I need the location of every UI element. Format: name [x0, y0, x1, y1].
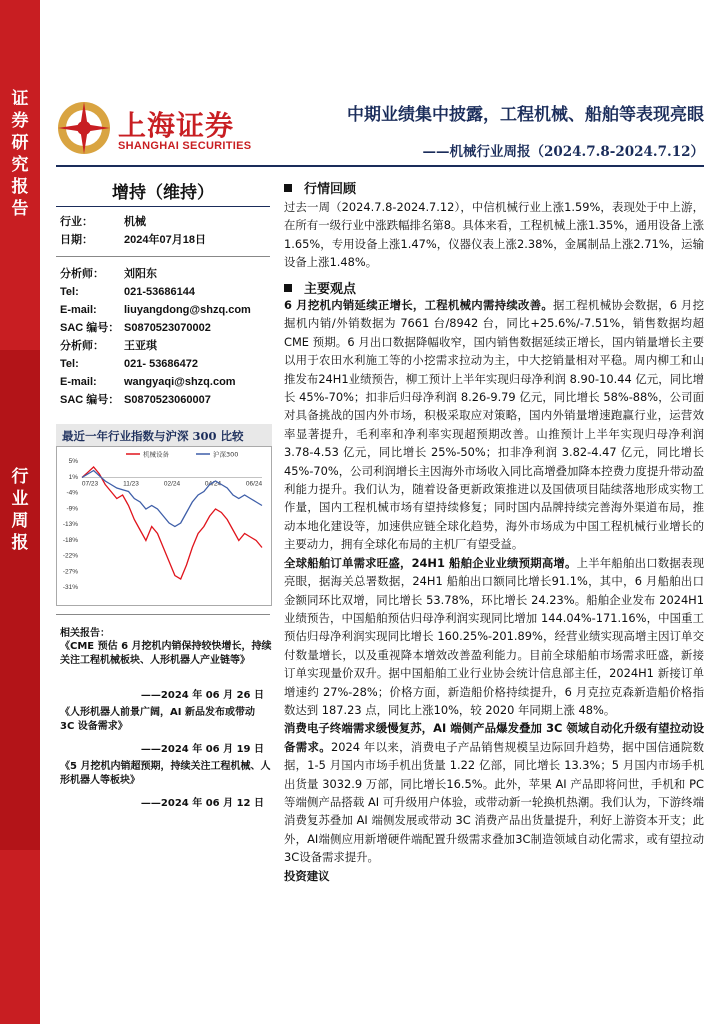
- logo-name-cn: 上海证券: [118, 109, 235, 142]
- related-divider: [56, 614, 270, 615]
- paragraph-body: 2024 年以来，消费电子产品销售规模呈边际回升趋势，据中国信通院数据，1-5 月国内市场手机出货量 1.22 亿部，同比增长 13.3%；5 月国内市场手机出货量 3032.9 万部，同比增长16.5%。此外，苹果 AI 产品即将问世，手机和 PC 等端侧产品搭载 AI 可升级用户体验，或带动新一轮换机热潮。我们认为，下游终端消费复苏叠加 AI 端侧发展或带动 3C 消费产品出货量提升，利好上游资本开支；此外，AI端侧应用新增硬件端配置升级需求叠加3C制造领域自动化需求，或有望拉动3C设备需求提升。: [284, 739, 704, 865]
- analyst-name: 王亚琪: [124, 340, 157, 352]
- related-report-1-date: ——2024 年 06 月 26 日: [140, 690, 264, 701]
- y-tick-label: -31%: [62, 584, 78, 591]
- paragraph-excavator: [284, 296, 704, 554]
- paragraph-investment-advice: [284, 867, 704, 885]
- y-tick-label: -4%: [66, 489, 78, 497]
- tel-label: Tel:: [60, 286, 79, 298]
- paragraph-lead: 全球船舶订单需求旺盛，24H1 船舶企业业绩预期高增。: [284, 555, 577, 570]
- analyst-1-row: [60, 266, 157, 282]
- paragraph-lead: 投资建议: [284, 868, 330, 883]
- email-label: E-mail:: [60, 304, 97, 316]
- x-tick-label: 02/24: [163, 480, 181, 488]
- date-label: 日期：: [60, 234, 93, 246]
- tel-value: 021-53686144: [124, 286, 195, 298]
- x-tick-label: 11/23: [123, 480, 139, 488]
- rating: 增持（维持）: [112, 183, 214, 203]
- report-title: 中期业绩集中披露，工程机械、船舶等表现亮眼: [347, 105, 704, 125]
- industry-value: 机械: [124, 216, 146, 228]
- index-comparison-chart: [56, 446, 270, 602]
- email-link[interactable]: liuyangdong@shzq.com: [124, 304, 251, 316]
- y-tick-label: -9%: [66, 505, 78, 513]
- company-logo-icon: [56, 100, 116, 156]
- date-row: [60, 232, 206, 248]
- email-link[interactable]: wangyaqi@shzq.com: [124, 376, 236, 388]
- y-tick-label: -27%: [62, 568, 78, 576]
- logo-name-en: SHANGHAI SECURITIES: [118, 140, 252, 152]
- chart-title: 最近一年行业指数与沪深 300 比较: [62, 429, 244, 443]
- info-divider: [56, 256, 270, 257]
- header-divider: [56, 165, 704, 167]
- related-reports-title: 相关报告：: [60, 628, 110, 639]
- email-label: E-mail:: [60, 376, 97, 388]
- market-review-text: [284, 198, 704, 272]
- legend-label: 机械设备: [143, 450, 169, 459]
- sidebar-band: [0, 350, 40, 850]
- x-tick-label: 04/24: [204, 480, 222, 488]
- paragraph-body: 据工程机械协会数据，6 月挖掘机内销/外销数据为 7661 台/8942 台，同比+25.6%/-7.51%，销售数据均超 CME 预期。6 月出口数据降幅收窄，国内销售数据延续正增长，国内销量增长主要以用于农田水利施工等的小挖需求拉动为主，中大挖销量相对平稳。周内柳工和山推发布24H1业绩预告，柳工预计上半年实现归母净利润 8.90-10.44 亿元，同比增长 45%-70%；扣非后归母净利润 8.26-9.79 亿元，同比增长 58%-88%，公司面对具备挑战的国内外市场，积极采取应对策略，国内外销量增速跑赢行业，运营效率显著提升，毛利率和净利率实现超预期改善。山推预计上半年实现归母净利润 3.78-4.53 亿元，同比增长 25%-50%；扣非净利润 3.82-4.47 亿元，同比增长 45%-70%，公司利润增长主因海外市场收入同比高增叠加降本控费力度提升带动盈利能力提升。我们认为，随着设备更新政策推进以及国债项目陆续落地形成实物工作量，国内工程机械市场有望持续修复；同时国内品牌持续完善海外渠道布局，推动本地化建设等，加速供应链全球化趋势，海外市场成为中国工程机械行业增长的主要动力，拥有全球化布局的主机厂有望受益。: [284, 298, 704, 552]
- x-tick-label: 07/23: [81, 480, 99, 488]
- analyst-2-row: [60, 338, 157, 354]
- analyst-role: 分析师：: [60, 268, 104, 280]
- report-subtitle: ——机械行业周报（2024.7.8-2024.7.12）: [422, 144, 704, 160]
- rating-divider: [56, 206, 270, 207]
- date-value: 2024年07月18日: [124, 234, 206, 246]
- bullet-square-icon: [284, 284, 292, 292]
- tel-value: 021- 53686472: [124, 358, 199, 370]
- legend-label: 沪深300: [213, 450, 239, 459]
- sidebar-category: 行 业 周 报: [11, 467, 29, 553]
- section-main-views: [284, 278, 356, 297]
- analyst-2-sac: [60, 392, 211, 408]
- related-report-2-date: ——2024 年 06 月 19 日: [140, 744, 264, 755]
- sac-label: SAC 编号：: [60, 394, 120, 406]
- sac-value: S0870523070002: [124, 322, 211, 334]
- analyst-1-email: [60, 302, 251, 318]
- sac-value: S0870523060007: [124, 394, 211, 406]
- analyst-2-email: [60, 374, 236, 390]
- tel-label: Tel:: [60, 358, 79, 370]
- main-views-text: [284, 296, 704, 885]
- analyst-role: 分析师：: [60, 340, 104, 352]
- analyst-1-sac: [60, 320, 211, 336]
- industry-label: 行业：: [60, 216, 93, 228]
- paragraph-lead: 消费电子终端需求缓慢复苏，AI 端侧产品爆发叠加 3C 领域自动化升级有望拉动设备需求。: [284, 721, 704, 754]
- sac-label: SAC 编号：: [60, 322, 120, 334]
- analyst-name: 刘阳东: [124, 268, 157, 280]
- related-report-1[interactable]: 《CME 预估 6 月挖机内销保持较快增长，持续关注工程机械板块、人形机器人产业链等》: [60, 641, 272, 666]
- y-tick-label: 1%: [68, 473, 78, 481]
- related-report-3-date: ——2024 年 06 月 12 日: [140, 798, 264, 809]
- paragraph-shipbuilding: [284, 554, 704, 720]
- industry-row: [60, 214, 146, 230]
- bullet-square-icon: [284, 184, 292, 192]
- y-tick-label: 5%: [68, 458, 78, 465]
- paragraph-lead: 6 月挖机内销延续正增长，工程机械内需持续改善。: [284, 298, 554, 312]
- analyst-1-tel: [60, 284, 195, 300]
- paragraph-consumer-electronics: [284, 719, 704, 866]
- paragraph: 过去一周（2024.7.8-2024.7.12），中信机械行业上涨1.59%，表现处于中上游，在所有一级行业中涨跌幅排名第8。具体来看，工程机械上涨1.35%，通用设备上涨1.65%，专用设备上涨1.47%，仪器仪表上涨2.38%，金属制品上涨2.71%，运输设备上涨1.48%。: [284, 200, 704, 270]
- sidebar-report-type: 证 券 研 究 报 告: [11, 89, 29, 219]
- paragraph-body: 上半年船舶出口数据表现亮眼，据海关总署数据，24H1 船舶出口额同比增长91.1%，其中，6 月船舶出口金额同环比双增，同比增长 53.78%，环比增长 24.23%。船舶企业发布 2024H1 业绩预告，中国船舶预估归母净利润实现同比增加 144.04%-171.16%，中国重工预估归母净利润实现同比增长 160.25%-201.89%，经营业绩实现高增主因订单交付数量增长，以及重视降本增效改善盈利能力。目前全球船舶市场需求旺盛，新接订单实现量价双升。据中国船舶工业行业协会统计信息部主任，2024H1 新接订单增速约 27%-28%；价格方面，新造船价格持续提升，6 月克拉克森新造船价格指数达到 187.23 点，同比上涨10%，较 2020 年同期上涨 48%。: [284, 555, 704, 717]
- y-tick-label: -13%: [62, 521, 78, 528]
- series-line-1: [82, 471, 262, 527]
- related-report-2[interactable]: 《人形机器人前景广阔，AI 新品发布或带动 3C 设备需求》: [60, 707, 255, 732]
- y-tick-label: -18%: [62, 536, 78, 544]
- section-title: 主要观点: [304, 282, 357, 297]
- y-tick-label: -22%: [62, 552, 78, 560]
- x-tick-label: 06/24: [245, 480, 263, 488]
- related-report-3[interactable]: 《5 月挖机内销超预期，持续关注工程机械、人形机器人等板块》: [60, 761, 271, 786]
- section-market-review: [284, 178, 356, 197]
- analyst-2-tel: [60, 356, 198, 372]
- section-title: 行情回顾: [304, 182, 357, 197]
